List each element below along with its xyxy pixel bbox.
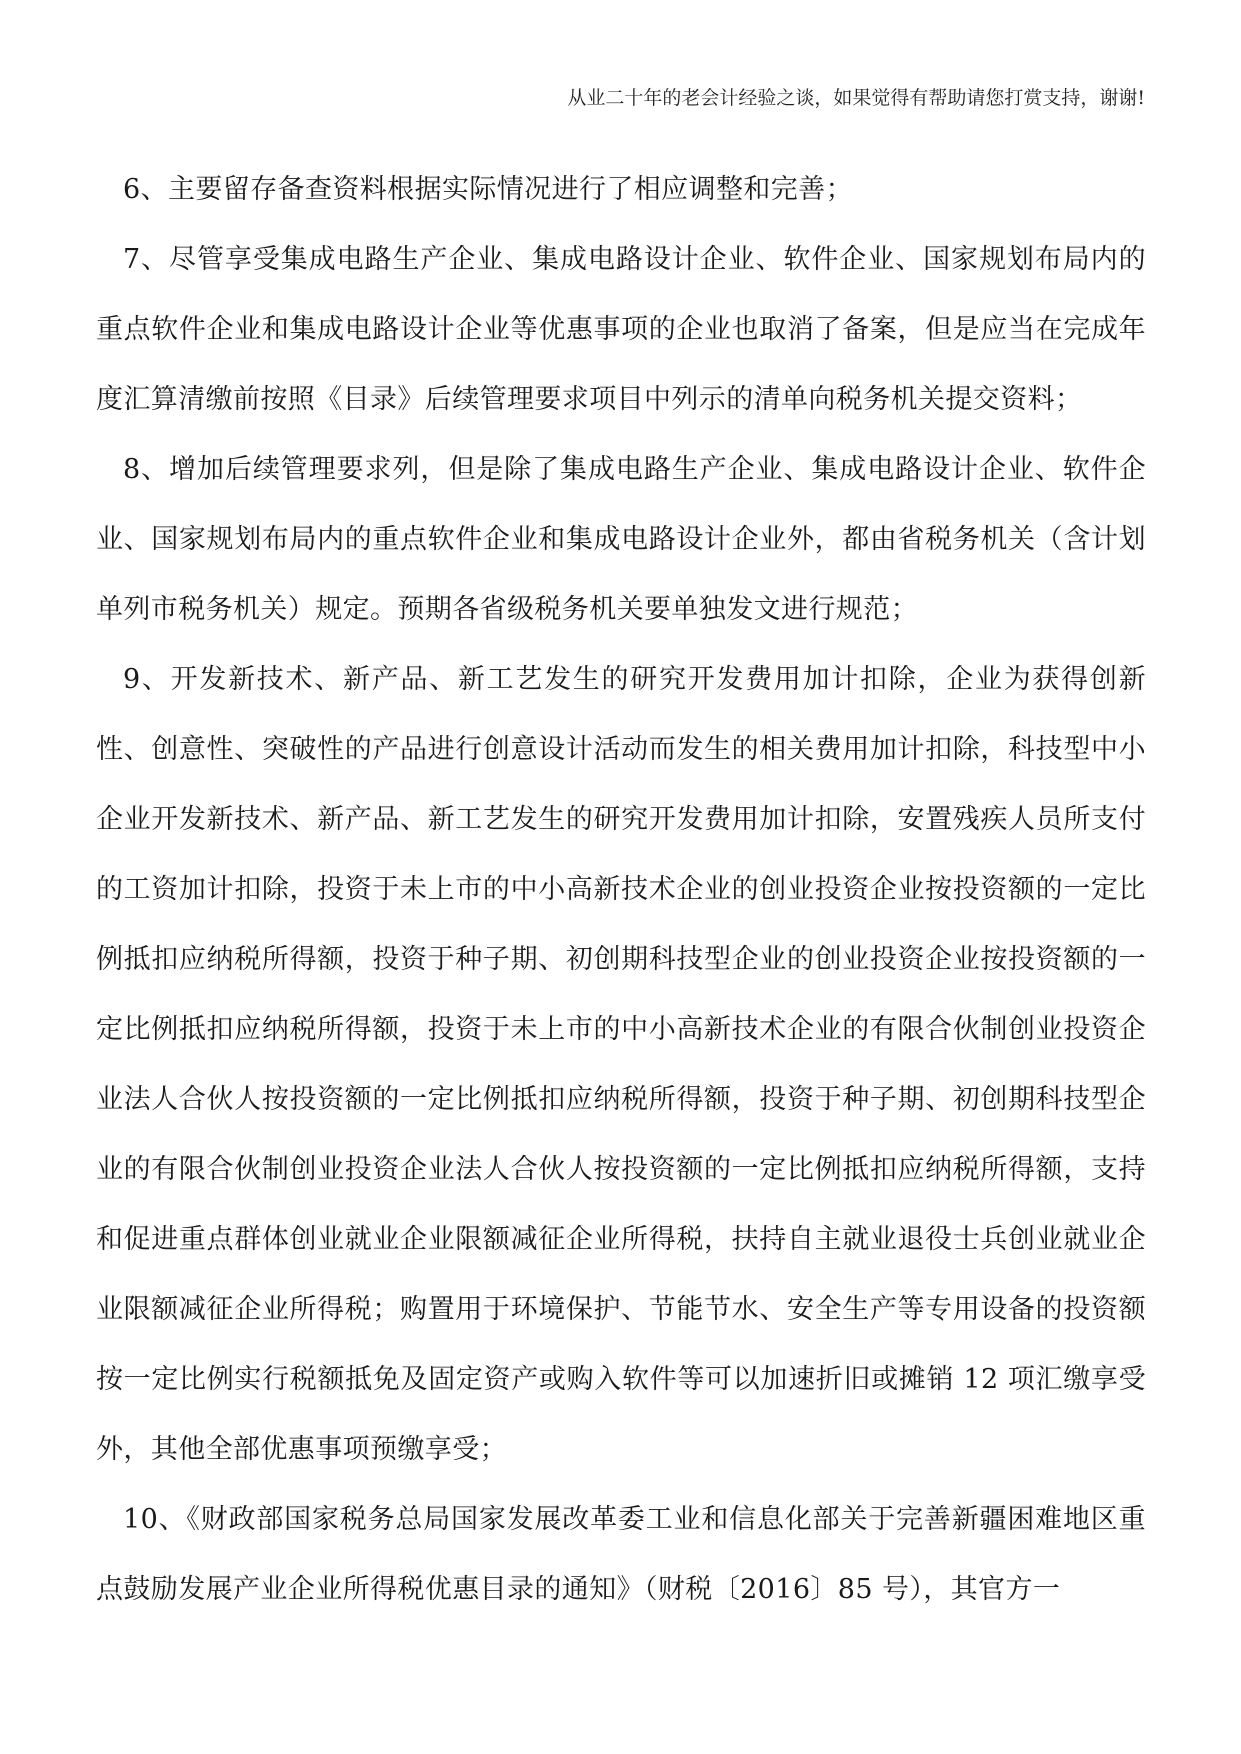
paragraph-8: 8、增加后续管理要求列，但是除了集成电路生产企业、集成电路设计企业、软件企业、国家规划布局内的重点软件企业和集成电路设计企业外，都由省税务机关（含计划单列市税务机关）规定。预期各省级税务机关要单独发文进行规范； xyxy=(96,454,1146,625)
paragraph-6: 6、主要留存备查资料根据实际情况进行了相应调整和完善； xyxy=(123,174,853,205)
paragraph-7: 7、尽管享受集成电路生产企业、集成电路设计企业、软件企业、国家规划布局内的重点软件企业和集成电路设计企业等优惠事项的企业也取消了备案，但是应当在完成年度汇算清缴前按照《目录》后续管理要求项目中列示的清单向税务机关提交资料； xyxy=(96,244,1146,415)
paragraph-9: 9、开发新技术、新产品、新工艺发生的研究开发费用加计扣除，企业为获得创新性、创意性、突破性的产品进行创意设计活动而发生的相关费用加计扣除，科技型中小企业开发新技术、新产品、新工艺发生的研究开发费用加计扣除，安置残疾人员所支付的工资加计扣除，投资于未上市的中小高新技术企业的创业投资企业按投资额的一定比例抵扣应纳税所得额，投资于种子期、初创期科技型企业的创业投资企业按投资额的一定比例抵扣应纳税所得额，投资于未上市的中小高新技术企业的有限合伙制创业投资企业法人合伙人按投资额的一定比例抵扣应纳税所得额，投资于种子期、初创期科技型企业的有限合伙制创业投资企业法人合伙人按投资额的一定比例抵扣应纳税所得额，支持和促进重点群体创业就业企业限额减征企业所得税，扶持自主就业退役士兵创业就业企业限额减征企业所得税；购置用于环境保护、节能节水、安全生产等专用设备的投资额按一定比例实行税额抵免及固定资产或购入软件等可以加速折旧或摊销 12 项汇缴享受外，其他全部优惠事项预缴享受； xyxy=(96,664,1146,1465)
header-note: 从业二十年的老会计经验之谈，如果觉得有帮助请您打赏支持，谢谢! xyxy=(567,87,1145,109)
document-body xyxy=(96,155,1146,1625)
paragraph-10: 10、《财政部国家税务总局国家发展改革委工业和信息化部关于完善新疆困难地区重点鼓励发展产业企业所得税优惠目录的通知》（财税〔2016〕85 号），其官方一 xyxy=(96,1504,1146,1605)
